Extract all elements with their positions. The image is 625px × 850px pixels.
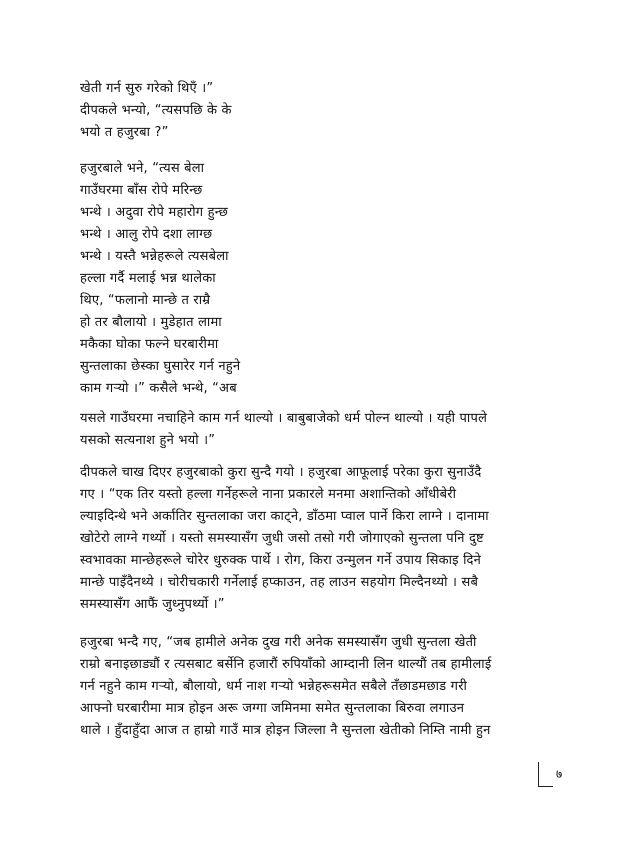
text-line: गाउँघरमा बाँस रोपे मरिन्छ [80,183,203,198]
text-line: थाले । हुँदाहुँदा आज त हाम्रो गाउँ मात्र होइन जिल्ला नै सुन्तला खेतीको निम्ति नामी हुन [80,723,491,738]
text-line: मकैका घोका फल्ने घरबारीमा [80,337,219,352]
text-line: यसको सत्यनाश हुने भयो ।” [80,433,216,448]
text-line: समस्यासँग आफैं जुध्नुपर्थ्यो ।” [80,597,225,612]
text-line: राम्रो बनाइछाड्यौं र त्यसबाट बर्सेनि हजारौं रुपियाँको आम्दानी लिन थाल्यौं तब हामीलाई [80,657,492,672]
text-line: यसले गाउँघरमा नचाहिने काम गर्न थाल्यो । बाबुबाजेको धर्म पोल्न थाल्यो । यही पापले [80,411,488,426]
text-line: दीपकले चाख दिएर हजुरबाको कुरा सुन्दै गयो । हजुरबा आफूलाई परेका कुरा सुनाउँदै [80,465,482,480]
text-line: भन्थे । आलु रोपे दशा लाग्छ [80,227,213,242]
text-line: सुन्तलाका छेस्का घुसारेर गर्न नहुने [80,359,241,374]
paragraph-2 [80,462,548,616]
text-line: हजुरबा भन्दै गए, “जब हामीले अनेक दुख गरी अनेक समस्यासँग जुधी सुन्तला खेती [80,635,477,650]
text-line: आफ्नो घरबारीमा मात्र होइन अरू जग्गा जमिनमा समेत सुन्तलाका बिरुवा लगाउन [80,701,465,716]
text-line: खेती गर्न सुरु गरेको थिएँ ।” [80,81,214,96]
text-line: हो तर बौलायो । मुडेहात लामा [80,315,222,330]
text-line: भन्थे । अदुवा रोपे महारोग हुन्छ [80,205,228,220]
text-line: थिए, “फलानो मान्छे त राम्रै [80,293,211,308]
narrow-column [80,78,270,400]
text-line: मान्छे पाइँदैनथ्ये । चोरीचकारी गर्नेलाई हप्काउन, तह लाउन सहयोग मिल्दैनथ्यो । सबै [80,575,479,590]
text-line: खोटेरो लाग्ने गर्थ्यो । यस्तो समस्यासँग जुधी जसो तसो गरी जोगाएको सुन्तला पनि दुष्ट [80,531,484,546]
paragraph-wide-continuation [80,408,548,452]
text-line: भन्थे । यस्तै भन्नेहरूले त्यसबेला [80,249,229,264]
page-corner-mark [538,762,553,787]
paragraph-3 [80,632,548,742]
text-line: ल्याइदिन्थे भने अर्कातिर सुन्तलाका जरा काट्ने, डाँठमा प्वाल पार्ने किरा लाग्ने । दानामा [80,509,489,524]
text-line: हजुरबाले भने, “त्यस बेला [80,161,205,176]
text-line: दीपकले भन्यो, “त्यसपछि के के [80,103,232,118]
text-line: काम गऱ्यो ।” कसैले भन्थे, “अब [80,381,237,396]
text-line: हल्ला गर्दै मलाई भन्न थालेका [80,271,216,286]
text-line: गर्न नहुने काम गऱ्यो, बौलायो, धर्म नाश गऱ्यो भन्नेहरूसमेत सबैले तँछाडमछाड गरी [80,679,468,694]
text-line: गए । “एक तिर यस्तो हल्ला गर्नेहरूले नाना प्रकारले मनमा अशान्तिको आँधीबेरी [80,487,457,502]
text-line: भयो त हजुरबा ?” [80,125,169,140]
text-line: स्वभावका मान्छेहरूले चोरेर धुरुक्क पार्थे । रोग, किरा उन्मुलन गर्ने उपाय सिकाइ दिने [80,553,481,568]
page-number: ७ [556,767,563,781]
